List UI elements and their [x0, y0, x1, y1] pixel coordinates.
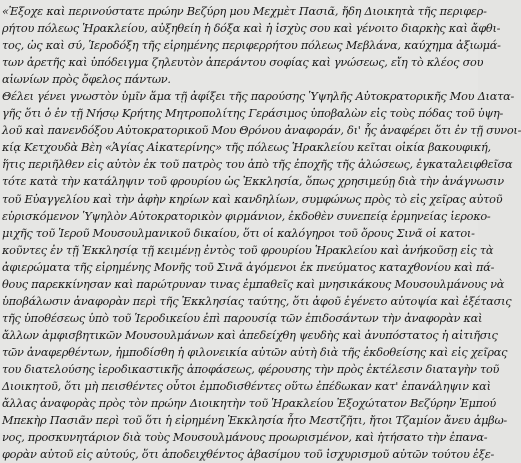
text-line: λοῦ καὶ πανενδόξου Αὐτοκρατορικοῦ Μου Θρόνου ἀναφοράν, δι' ἧς ἀναφέρει ὅτι ἐν τῇ συνοι- [2, 124, 521, 138]
text-line: Διοικητοῦ, ὅτι μὴ πεισθέντες οὗτοι ἐμποδισθέντες οὕτω ἐπέδωκαν κατ' ἐπανάληψιν καὶ [2, 380, 491, 394]
text-line: νος, προσκυνητάριον διὰ τοὺς Μουσουλμάνους προωρισμένον, καὶ ἠτήσατο τὴν ἐπανα- [2, 431, 488, 445]
text-line: αἰωνίων πρὸς ὄφελος πάντων. [2, 73, 171, 87]
text-line: εὑρισκόμενον Ὑψηλὸν Αὐτοκρατορικὸν φιρμάνιον, ἐκδοθὲν συνεπείᾳ ἑρμηνείας ἱεροκο- [2, 209, 491, 223]
text-line: κοῦντες ἐν τῇ Ἐκκλησίᾳ τῇ κειμένῃ ἐντὸς τοῦ φρουρίου Ἡρακλείου καὶ ἀνήκοῦσῃ εἰς τὰ [2, 243, 494, 257]
text-line: των ἀρετῆς καὶ ὑπόδειγμα ζηλευτὸν ἀπεράντου σοφίας καὶ γνώσεως, εἴη τὸ κλέος σου [2, 56, 484, 70]
text-line: μιχῆς τοῦ Ἱεροῦ Μουσουλμανικοῦ δικαίου, ὅτι οἱ καλόγηροι τοῦ ὄρους Σινᾶ οἱ κατοι- [2, 226, 475, 240]
text-line: τοῦ Εὐαγγελίου καὶ τὴν ἀφὴν κηρίων καὶ κανδηλίων, συμφώνως πρὸς τὸ εἰς χεῖρας αὐτοῦ [2, 192, 503, 206]
text-line: ἥτις περιῆλθεν εἰς αὐτὸν ἐκ τοῦ πατρὸς του ἀπὸ τῆς ἐποχῆς τῆς ἁλώσεως, ἐγκαταλειφθεῖσα [2, 158, 513, 172]
text-line: τότε κατὰ τὴν κατάληψιν τοῦ φρουρίου ὡς Ἐκκλησία, ὅπως χρησιμεύῃ διὰ τὴν ἀνάγνωσιν [2, 175, 504, 189]
text-line: Μπεκὴρ Πασιᾶν περὶ τοῦ ὅτι ἡ εἰρημένη Ἐκκλησία ἦτο Μεστζῆτι, ἤτοι Τζαμίον ἄνευ ἀμβω- [2, 414, 507, 428]
text-line: θους παρεκκίνησαν καὶ παρώτρυναν τινας ἐμπαθεῖς καὶ μνησικάκους Μουσουλμάνους νὰ [2, 277, 505, 291]
text-line: «Ἐξοχε καὶ περινούστατε πρώην Βεζύρη μου Μεχμὲτ Πασιᾶ, ἤδη Διοικητὰ τῆς περιφερ- [2, 5, 487, 18]
text-line: ὑποβάλωσιν ἀναφορὰν περὶ τῆς Ἐκκλησίας ταύτης, ὅτι ἀφοῦ ἐγένετο αὐτοψία καὶ ἐξέτασις [2, 294, 512, 308]
text-line: φορὰν αὐτοῦ εἰς αὐτούς, ὅτι ἀποδειχθέντος ἀβασίμου τοῦ ἰσχυρισμοῦ αὐτῶν τούτου ἐξε- [2, 448, 495, 462]
text-line: ἄλλας ἀναφορὰς πρὸς τὸν πρώην Διοικητὴν τοῦ Ἡρακλείου Ἐξοχώτατον Βεζύρην Ἐμπού [2, 397, 496, 411]
text-line: τῶν ἀναφερθέντων, ἠμποδίσθη ἡ φιλονεικία αὐτῶν αὐτὴ διὰ τῆς ἐκδοθείσης καὶ εἰς χεῖρας [2, 345, 508, 359]
text-line: τῆς ὑποθέσεως ὑπὸ τοῦ Ἱεροδικείου ἐπὶ παρουσίᾳ τῶν ἐπιδοσάντων τὴν ἀναφορὰν καὶ [2, 311, 483, 325]
text-line: τος, ὡς καὶ σύ, Ἱεροδόξη τῆς εἰρημένης περιφερρήτου πόλεως Μεβλάνα, καύχημα ἀξιωμά- [2, 39, 501, 53]
text-line: ρήτου πόλεως Ἡρακλείου, αὐξηθείη ἡ δόξα καὶ ἡ ἰσχὺς σου καὶ γένοιτο διαρκὴς καὶ ἄφθι- [2, 22, 501, 36]
text-line: Θέλει γένει γνωστὸν ὑμῖν ἅμα τῇ ἀφίξει τῆς παρούσης Ὑψηλῆς Αὐτοκρατορικῆς Μου Διατα- [2, 90, 515, 104]
text-line: κίᾳ Κετχουδὰ Βὲη «Ἁγίας Αἰκατερίνης» τῆς πόλεως Ἡρακλείου κεῖται οἰκία βακουφική, [2, 141, 491, 155]
text-line: γῆς ὅτι ὁ ἐν τῇ Νήσῳ Κρήτης Μητροπολίτης Γεράσιμος ὑποβαλὼν εἰς τοὺς πόδας τοῦ ὑψη- [2, 107, 504, 121]
text-line: ἀφιερώματα τῆς εἰρημένης Μονῆς τοῦ Σινᾶ ἀγόμενοι ἐκ πνεύματος καταχθονίου καὶ πά- [2, 260, 495, 274]
text-line: του διατελούσης ἱεροδικαστικῆς ἀποφάσεως, φέρουσης τὴν πρὸς ἐκτέλεσιν διαταγὴν τοῦ [2, 362, 500, 376]
document-text [2, 3, 521, 463]
text-line: ἄλλων ἀμφισβητικῶν Μουσουλμάνων καὶ ἀπεδείχθη ψευδὴς καὶ ἀνυπόστατος ἡ αἰτιῆσις [2, 328, 498, 342]
